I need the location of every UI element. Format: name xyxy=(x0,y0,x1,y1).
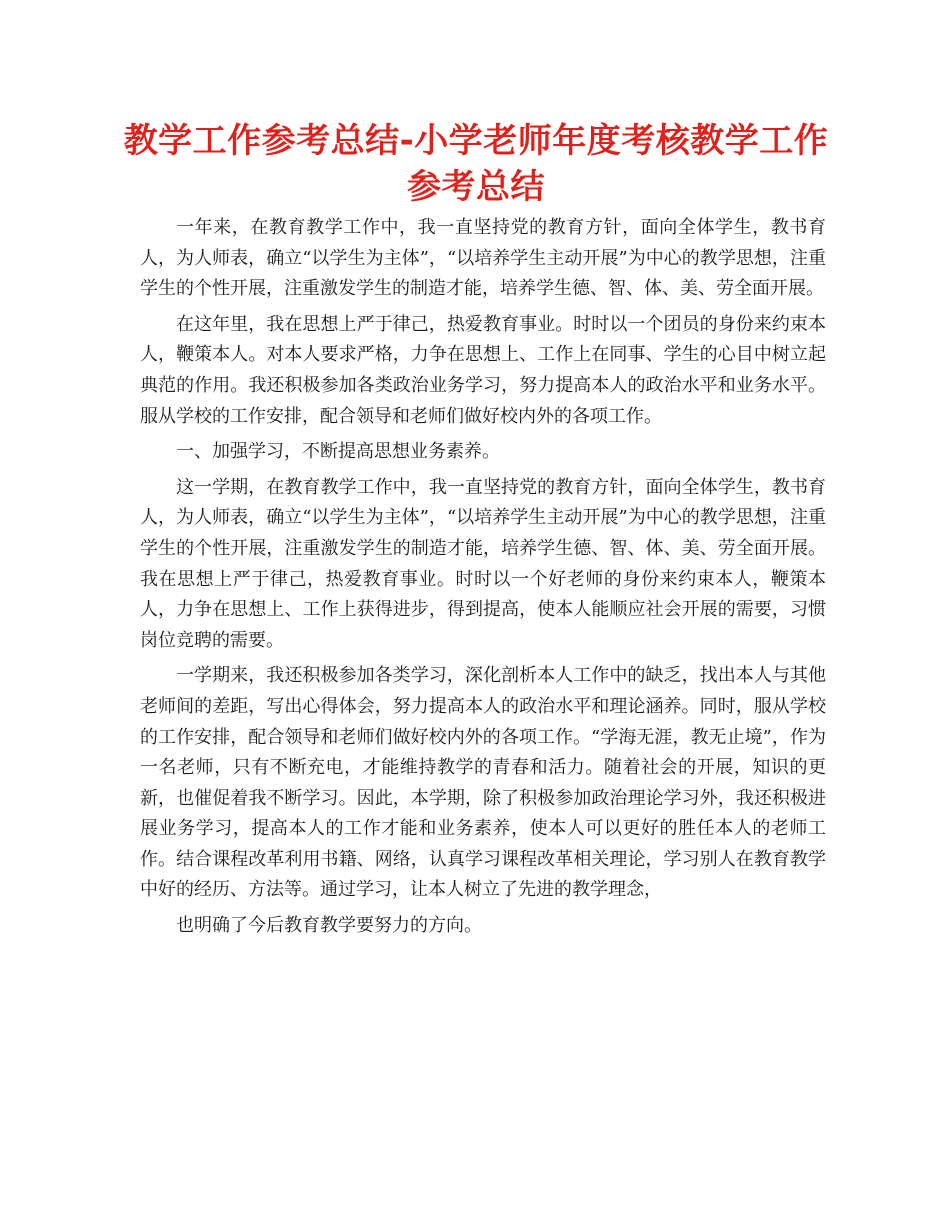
document-title: 教学工作参考总结-小学老师年度考核教学工作参考总结 xyxy=(123,121,829,207)
paragraph-3: 这一学期，在教育教学工作中，我一直坚持党的教育方针，面向全体学生，教书育人，为人师表，确立“以学生为主体”，“以培养学生主动开展”为中心的教学思想，注重学生的个性开展，注重激发学生的制造才能，培养学生德、智、体、美、劳全面开展。我在思想上严于律己，热爱教育事业。时时以一个好老师的身份来约束本人，鞭策本人，力争在思想上、工作上获得进步，得到提高，使本人能顺应社会开展的需要，习惯岗位竞聘的需要。 xyxy=(140,476,826,651)
document-body xyxy=(140,213,826,947)
paragraph-5: 也明确了今后教育教学要努力的方向。 xyxy=(176,915,482,937)
paragraph-1: 一年来，在教育教学工作中，我一直坚持党的教育方针，面向全体学生，教书育人，为人师表，确立“以学生为主体”，“以培养学生主动开展”为中心的教学思想，注重学生的个性开展，注重激发学生的制造才能，培养学生德、智、体、美、劳全面开展。 xyxy=(140,217,826,300)
section-heading: 一、加强学习，不断提高思想业务素养。 xyxy=(176,441,500,463)
paragraph-2: 在这年里，我在思想上严于律己，热爱教育事业。时时以一个团员的身份来约束本人，鞭策本人。对本人要求严格，力争在思想上、工作上在同事、学生的心目中树立起典范的作用。我还积极参加各类政治业务学习，努力提高本人的政治水平和业务水平。服从学校的工作安排，配合领导和老师们做好校内外的各项工作。 xyxy=(140,313,826,427)
paragraph-4: 一学期来，我还积极参加各类学习，深化剖析本人工作中的缺乏，找出本人与其他老师间的差距，写出心得体会，努力提高本人的政治水平和理论涵养。同时，服从学校的工作安排，配合领导和老师们做好校内外的各项工作。“学海无涯，教无止境”，作为一名老师，只有不断充电，才能维持教学的青春和活力。随着社会的开展，知识的更新，也催促着我不断学习。因此，本学期，除了积极参加政治理论学习外，我还积极进展业务学习，提高本人的工作才能和业务素养，使本人可以更好的胜任本人的老师工作。结合课程改革利用书籍、网络，认真学习课程改革相关理论，学习别人在教育教学中好的经历、方法等。通过学习，让本人树立了先进的教学理念， xyxy=(140,665,826,901)
